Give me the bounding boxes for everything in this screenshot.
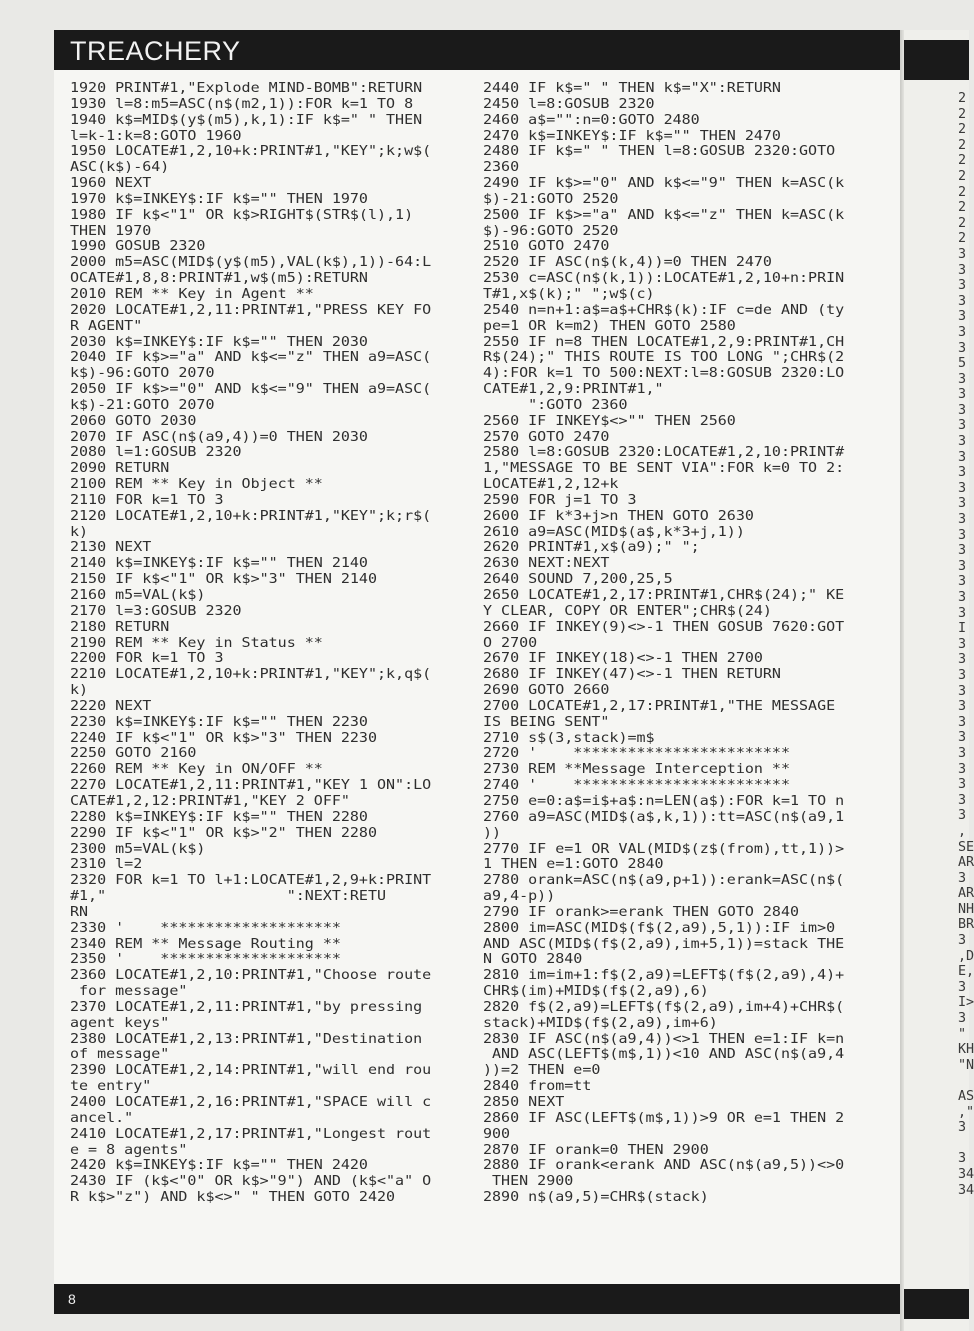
code-listing-left-column: 1920 PRINT#1,"Explode MIND-BOMB":RETURN 1930 l=8:m5=ASC(n$(m2,1)):FOR k=1 TO 8 1940 k$=MID$(y$(m5),k,1):IF k$=" " THEN l=k-1:k=8:GOTO 1960 1950 LOCATE#1,2,10+k:PRINT#1,"KEY";k;w$( ASC(k$)-64) 1960 NEXT 1970 k$=INKEY$:IF k$="" THEN 1970 1980 IF k$<"1" OR k$>RIGHT$(STR$(l),1) THEN 1970 1990 GOSUB 2320 2000 m5=ASC(MID$(y$(m5),VAL(k$),1))-64:L OCATE#1,8,8:PRINT#1,w$(m5):RETURN 2010 REM ** Key in Agent ** 2020 LOCATE#1,2,11:PRINT#1,"PRESS KEY FO R AGENT" 2030 k$=INKEY$:IF k$="" THEN 2030 2040 IF k$>="a" AND k$<="z" THEN a9=ASC( k$)-96:GOTO 2070 2050 IF k$>="0" AND k$<="9" THEN a9=ASC( k$)-21:GOTO 2070 2060 GOTO 2030 2070 IF ASC(n$(a9,4))=0 THEN 2030 2080 l=1:GOSUB 2320 2090 RETURN 2100 REM ** Key in Object ** 2110 FOR k=1 TO 3 2120 LOCATE#1,2,10+k:PRINT#1,"KEY";k;r$( k) 2130 NEXT 2140 k$=INKEY$:IF k$="" THEN 2140 2150 IF k$<"1" OR k$>"3" THEN 2140 2160 m5=VAL(k$) 2170 l=3:GOSUB 2320 2180 RETURN 2190 REM ** Key in Status ** 2200 FOR k=1 TO 3 2210 LOCATE#1,2,10+k:PRINT#1,"KEY";k,q$( k) 2220 NEXT 2230 k$=INKEY$:IF k$="" THEN 2230 2240 IF k$<"1" OR k$>"3" THEN 2230 2250 GOTO 2160 2260 REM ** Key in ON/OFF ** 2270 LOCATE#1,2,11:PRINT#1,"KEY 1 ON":LO CATE#1,2,12:PRINT#1,"KEY 2 OFF" 2280 k$=INKEY$:IF k$="" THEN 2280 2290 IF k$<"1" OR k$>"2" THEN 2280 2300 m5=VAL(k$) 2310 l=2 2320 FOR k=1 TO l+1:LOCATE#1,2,9+k:PRINT #1," ":NEXT:RETU RN 2330 ' ******************** 2340 REM ** Message Routing ** 2350 ' ******************** 2360 LOCATE#1,2,10:PRINT#1,"Choose route for message" 2370 LOCATE#1,2,11:PRINT#1,"by pressing agent keys" 2380 LOCATE#1,2,13:PRINT#1,"Destination of message" 2390 LOCATE#1,2,14:PRINT#1,"will end rou te entry" 2400 LOCATE#1,2,16:PRINT#1,"SPACE will c ancel." 2410 LOCATE#1,2,17:PRINT#1,"Longest rout e = 8 agents" 2420 k$=INKEY$:IF k$="" THEN 2420 2430 IF (k$<"0" OR k$>"9") AND (k$<"a" O R k$>"z") AND k$<>" " THEN GOTO 2420 [70,81,432,1206]
adjacent-page-code-fragment: 2 2 2 2 2 2 2 2 2 2 3 3 3 3 3 3 3 5 3 3 3 3 3 3 3 3 3 3 3 3 3 3 3 3 I 3 3 3 3 3 3 3 3 3 3 3 3 , SE AR 3 AR NH BR 3 ,D E, 3 I> 3 " KH "N AS ," 3 3 34 34 [958,91,974,1198]
magazine-page [54,30,904,1314]
page-footer [54,1284,904,1314]
code-listing-right-column: 2440 IF k$=" " THEN k$="X":RETURN 2450 l=8:GOSUB 2320 2460 a$="":n=0:GOTO 2480 2470 k$=INKEY$:IF k$="" THEN 2470 2480 IF k$=" " THEN l=8:GOSUB 2320:GOTO 2360 2490 IF k$>="0" AND k$<="9" THEN k=ASC(k $)-21:GOTO 2520 2500 IF k$>="a" AND k$<="z" THEN k=ASC(k $)-96:GOTO 2520 2510 GOTO 2470 2520 IF ASC(n$(k,4))=0 THEN 2470 2530 c=ASC(n$(k,1)):LOCATE#1,2,10+n:PRIN T#1,x$(k);" ";w$(c) 2540 n=n+1:a$=a$+CHR$(k):IF c=de AND (ty pe=1 OR k=m2) THEN GOTO 2580 2550 IF n=8 THEN LOCATE#1,2,9:PRINT#1,CH R$(24);" THIS ROUTE IS TOO LONG ";CHR$(2 4):FOR k=1 TO 500:NEXT:l=8:GOSUB 2320:LO CATE#1,2,9:PRINT#1," ":GOTO 2360 2560 IF INKEY$<>"" THEN 2560 2570 GOTO 2470 2580 l=8:GOSUB 2320:LOCATE#1,2,10:PRINT# 1,"MESSAGE TO BE SENT VIA":FOR k=0 TO 2: LOCATE#1,2,12+k 2590 FOR j=1 TO 3 2600 IF k*3+j>n THEN GOTO 2630 2610 a9=ASC(MID$(a$,k*3+j,1)) 2620 PRINT#1,x$(a9);" "; 2630 NEXT:NEXT 2640 SOUND 7,200,25,5 2650 LOCATE#1,2,17:PRINT#1,CHR$(24);" KE Y CLEAR, COPY OR ENTER";CHR$(24) 2660 IF INKEY(9)<>-1 THEN GOSUB 7620:GOT O 2700 2670 IF INKEY(18)<>-1 THEN 2700 2680 IF INKEY(47)<>-1 THEN RETURN 2690 GOTO 2660 2700 LOCATE#1,2,17:PRINT#1,"THE MESSAGE IS BEING SENT" 2710 s$(3,stack)=m$ 2720 ' ************************ 2730 REM **Message Interception ** 2740 ' ************************ 2750 e=0:a$=i$+a$:n=LEN(a$):FOR k=1 TO n 2760 a9=ASC(MID$(a$,k,1)):tt=ASC(n$(a9,1 )) 2770 IF e=1 OR VAL(MID$(z$(from),tt,1))> 1 THEN e=1:GOTO 2840 2780 orank=ASC(n$(a9,p+1)):erank=ASC(n$( a9,4-p)) 2790 IF orank>=erank THEN GOTO 2840 2800 im=ASC(MID$(f$(2,a9),5,1)):IF im>0 AND ASC(MID$(f$(2,a9),im+5,1))=stack THE N GOTO 2840 2810 im=im+1:f$(2,a9)=LEFT$(f$(2,a9),4)+ CHR$(im)+MID$(f$(2,a9),6) 2820 f$(2,a9)=LEFT$(f$(2,a9),im+4)+CHR$( stack)+MID$(f$(2,a9),im+6) 2830 IF ASC(n$(a9,4))<>1 THEN e=1:IF k=n AND ASC(LEFT$(m$,1))<10 AND ASC(n$(a9,4 ))=2 THEN e=0 2840 from=tt 2850 NEXT 2860 IF ASC(LEFT$(m$,1))>9 OR e=1 THEN 2 900 2870 IF orank=0 THEN 2900 2880 IF orank<erank AND ASC(n$(a9,5))<>0 THEN 2900 2890 n$(a9,5)=CHR$(stack) [483,81,845,1206]
adjacent-page-edge [904,30,974,1331]
adjacent-page-footer-bar [904,1289,969,1319]
section-title: TREACHERY [70,36,241,66]
page-header [54,30,904,70]
adjacent-page-header-bar [904,40,969,80]
page-number: 8 [68,1291,76,1307]
